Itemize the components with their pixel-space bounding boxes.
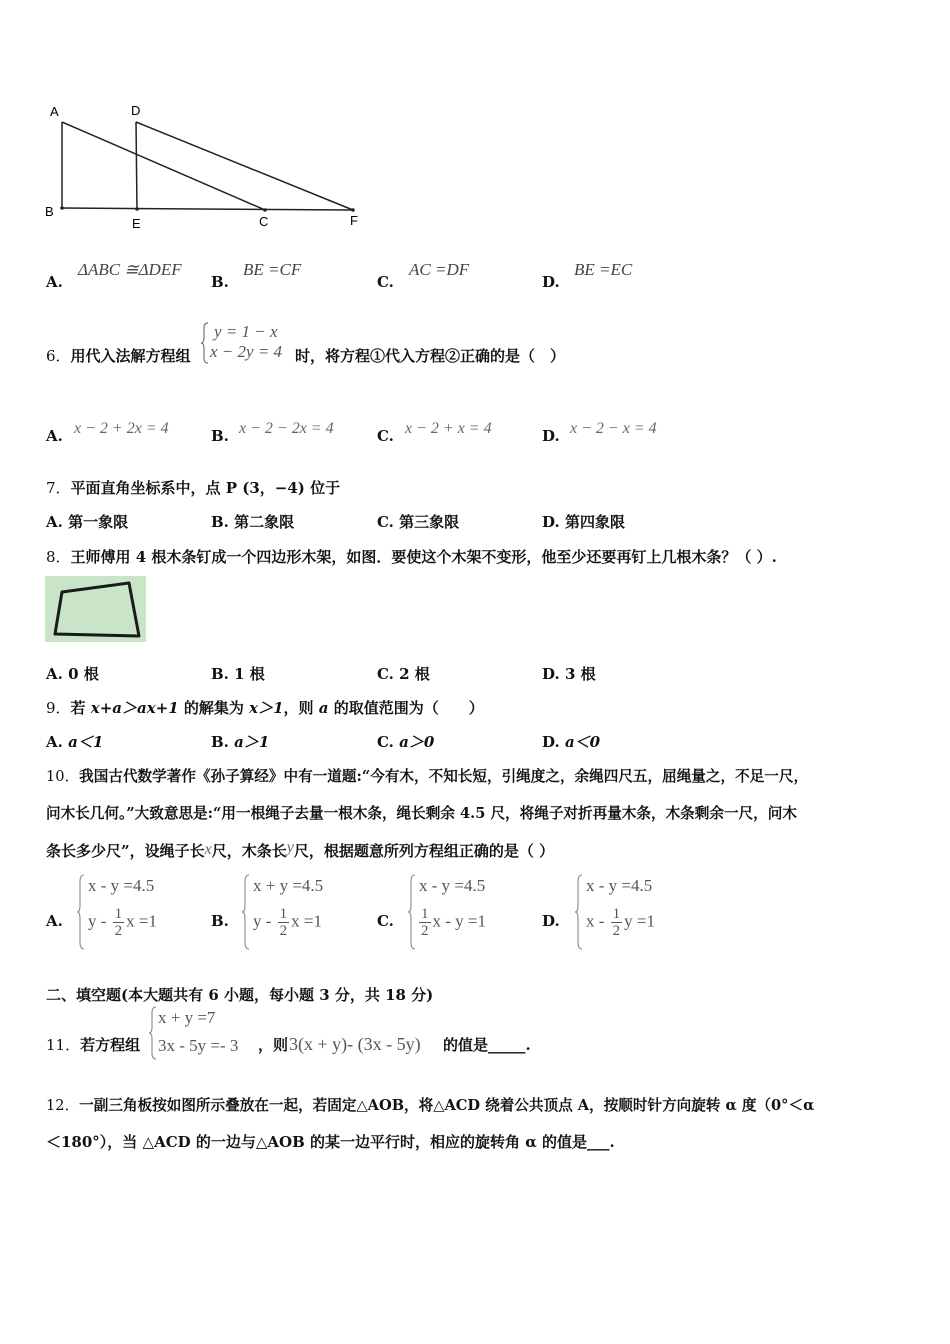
system-row-1: x - y =4.5 (586, 876, 653, 895)
fraction-denominator: 2 (421, 923, 429, 939)
left-brace-icon (407, 874, 417, 950)
q10-option-d-system (574, 874, 684, 952)
q8-option-b[interactable] (211, 663, 265, 684)
q11-number: 11． (46, 1036, 81, 1054)
option-text: 1 根 (234, 665, 265, 683)
q12-line2: ＜180°），当 △ACD 的一边与△AOB 的某一边平行时，相应的旋转角 α 的值是___. (46, 1133, 615, 1151)
q8-option-c[interactable] (377, 663, 430, 684)
q5-option-b-expr: BE =CF (243, 260, 302, 279)
q5-option-a-expr: ΔABC ≅ΔDEF (78, 260, 182, 279)
q10-option-a-system (76, 874, 186, 952)
section-2-title: 二、填空题(本大题共有 6 小题，每小题 3 分，共 18 分) (46, 986, 434, 1004)
q6-option-d[interactable] (542, 427, 560, 445)
option-letter: A. (46, 273, 63, 291)
q9-option-c[interactable] (377, 731, 434, 752)
segment-de (136, 122, 137, 210)
q12-line1 (46, 1094, 814, 1115)
q10-text-line3b: 尺，木条长 (211, 842, 287, 860)
fraction-denominator: 2 (279, 923, 288, 939)
q7-text: 平面直角坐标系中，点 P (3，−4) 位于 (70, 479, 341, 497)
option-expr: a＜0 (564, 733, 601, 751)
option-letter: C. (377, 665, 394, 683)
q7-option-a[interactable] (46, 511, 128, 532)
option-letter: D. (542, 733, 560, 751)
point-c (263, 208, 267, 212)
q10-text-line1: 我国古代数学著作《孙子算经》中有一道题:“今有木，不知长短，引绳度之，余绳四尺五，屈绳量之，不足一尺， (79, 768, 809, 785)
label-a: A (50, 104, 59, 119)
q5-option-d-expr: BE =EC (574, 260, 633, 279)
q10-text-line3c: 尺，根据题意所列方程组正确的是（ ） (293, 842, 555, 860)
fraction-denominator: 2 (114, 923, 123, 939)
option-letter: D. (542, 427, 560, 445)
q6-eq2: x − 2y = 4 (210, 342, 283, 361)
q9-text-b: 的解集为 (178, 699, 250, 717)
q10-line2: 问木长几何。”大致意思是:“用一根绳子去量一根木条，绳长剩余 4.5 尺，将绳子对折再量木条，木条剩余一尺，问木 (46, 805, 797, 822)
quadrilateral-frame-figure (45, 576, 146, 642)
label-f: F (350, 213, 358, 228)
q11-text-after: 的值是_____. (443, 1036, 531, 1054)
option-letter: A. (46, 513, 63, 531)
system-row-2 (88, 906, 157, 939)
label-c: C (259, 214, 269, 229)
option-letter: A. (46, 733, 63, 751)
option-letter: B. (211, 273, 229, 291)
row-suffix: y =1 (624, 911, 656, 931)
left-brace-icon (241, 874, 251, 950)
q10-option-c[interactable] (377, 912, 394, 930)
q8-option-d[interactable] (542, 663, 596, 684)
option-text: 第一象限 (68, 513, 129, 531)
segment-bf (62, 208, 353, 210)
option-text: 第三象限 (399, 513, 460, 531)
q11-text-before: 若方程组 (80, 1036, 141, 1054)
q9-stem (46, 697, 484, 718)
q5-option-c-expr: AC =DF (409, 260, 470, 279)
q6-eq1: y = 1 − x (214, 322, 278, 341)
system-row-2 (253, 906, 322, 939)
q5-option-a[interactable] (46, 273, 63, 291)
option-letter: C. (377, 427, 394, 445)
q8-option-a[interactable] (46, 663, 99, 684)
q6-option-d-expr: x − 2 − x = 4 (570, 420, 657, 437)
option-letter: C. (377, 733, 394, 751)
q10-x-variable: x (204, 841, 212, 858)
q9-text-c: ，则 (283, 699, 319, 717)
q9-option-b[interactable] (211, 731, 269, 752)
option-letter: D. (542, 665, 560, 683)
q7-number: 7． (46, 479, 71, 497)
q10-number: 10． (46, 768, 80, 785)
option-text: 2 根 (399, 665, 430, 683)
q6-option-c-expr: x − 2 + x = 4 (405, 420, 492, 437)
option-letter: B. (211, 665, 229, 683)
option-letter: B. (211, 513, 229, 531)
q6-text-before: 用代入法解方程组 (70, 347, 191, 365)
q6-text-after: 时，将方程①代入方程②正确的是（ ） (295, 347, 566, 365)
q10-option-b-system (241, 874, 351, 952)
q11-expression: 3(x + y)- (3x - 5y) (289, 1034, 421, 1054)
q12-number: 12． (46, 1097, 80, 1114)
q10-line3 (46, 840, 554, 861)
q9-variable: a (318, 699, 329, 717)
q9-text-d: 的取值范围为（ ） (328, 699, 484, 717)
q8-stem (46, 546, 777, 567)
q9-inequality: x+a＞ax+1 (90, 699, 179, 717)
q8-number: 8． (46, 548, 71, 566)
q6-option-a[interactable] (46, 427, 63, 445)
row-prefix: y - (253, 911, 276, 931)
row-suffix: x - y =1 (432, 911, 486, 931)
q10-option-d[interactable] (542, 912, 560, 930)
q9-solution: x＞1 (249, 699, 284, 717)
option-expr: a＞0 (399, 733, 435, 751)
option-letter: D. (542, 513, 560, 531)
label-d: D (131, 103, 141, 118)
option-letter: D. (542, 273, 560, 291)
q11-stem-before (46, 1034, 140, 1055)
point-e (135, 207, 139, 211)
option-text: 0 根 (68, 665, 99, 683)
q6-stem (46, 345, 191, 366)
q11-text-mid: ，则 (258, 1036, 289, 1054)
left-brace-icon (148, 1006, 158, 1060)
q7-option-b[interactable] (211, 511, 294, 532)
q9-text-a: 若 (70, 699, 91, 717)
q6-option-c[interactable] (377, 427, 394, 445)
fraction-one-half (278, 906, 290, 939)
option-text: 第四象限 (564, 513, 625, 531)
q10-y-variable: y (286, 839, 294, 856)
q5-option-d[interactable] (542, 273, 560, 291)
option-expr: a＜1 (68, 733, 104, 751)
label-b: B (45, 204, 54, 219)
q9-number: 9． (46, 699, 71, 717)
q10-text-line3a: 条长多少尺”，设绳子长 (46, 842, 205, 860)
option-letter: C. (377, 273, 394, 291)
option-letter: A. (46, 665, 63, 683)
option-letter: B. (211, 912, 229, 930)
row-prefix: x - (586, 911, 609, 931)
option-letter: C. (377, 912, 394, 930)
q6-option-b[interactable] (211, 427, 229, 445)
option-text: 3 根 (564, 665, 596, 683)
q6-option-a-expr: x − 2 + 2x = 4 (74, 420, 169, 437)
fraction-one-half (611, 906, 623, 939)
option-letter: C. (377, 513, 394, 531)
q5-option-c[interactable] (377, 273, 394, 291)
option-text: 第二象限 (234, 513, 295, 531)
option-letter: B. (211, 733, 229, 751)
q7-option-d[interactable] (542, 511, 625, 532)
q9-option-a[interactable] (46, 731, 103, 752)
q10-option-c-system (407, 874, 517, 952)
q6-equation-system (200, 322, 295, 366)
q7-stem (46, 477, 340, 498)
option-letter: B. (211, 427, 229, 445)
option-letter: A. (46, 912, 63, 930)
segment-df (136, 122, 353, 210)
system-row-1: x - y =4.5 (88, 876, 155, 895)
row-suffix: x =1 (291, 911, 323, 931)
fraction-numerator: 1 (421, 906, 429, 922)
triangles-figure (40, 98, 370, 233)
q6-option-b-expr: x − 2 − 2x = 4 (239, 420, 334, 437)
point-f (351, 208, 355, 212)
left-brace-icon (574, 874, 584, 950)
system-row-1: x - y =4.5 (419, 876, 486, 895)
q5-option-b[interactable] (211, 273, 229, 291)
fraction-one-half (113, 906, 125, 939)
row-suffix: x =1 (126, 911, 158, 931)
fraction-numerator: 1 (612, 906, 621, 922)
system-row-1: x + y =4.5 (253, 876, 324, 895)
fraction-numerator: 1 (279, 906, 288, 922)
fraction-denominator: 2 (612, 923, 621, 939)
left-brace-icon (76, 874, 86, 950)
q7-option-c[interactable] (377, 511, 459, 532)
q6-number: 6． (46, 347, 71, 365)
q8-text: 王师傅用 4 根木条钉成一个四边形木架，如图．要使这个木架不变形，他至少还要再钉上几根木条？（ ）. (70, 548, 777, 566)
point-b (60, 206, 64, 210)
q9-option-d[interactable] (542, 731, 600, 752)
q11-eq2: 3x - 5y =- 3 (158, 1036, 239, 1055)
q10-line1 (46, 765, 808, 786)
system-row-2 (586, 906, 655, 939)
fraction-numerator: 1 (114, 906, 123, 922)
option-letter: D. (542, 912, 560, 930)
left-brace-icon (200, 322, 210, 364)
segment-ac (62, 122, 265, 210)
fraction-one-half (419, 906, 431, 939)
option-letter: A. (46, 427, 63, 445)
q11-eq1: x + y =7 (158, 1008, 216, 1027)
option-expr: a＞1 (234, 733, 270, 751)
label-e: E (132, 216, 141, 231)
q10-option-b[interactable] (211, 912, 229, 930)
system-row-2 (417, 906, 486, 939)
q10-option-a[interactable] (46, 912, 63, 930)
row-prefix: y - (88, 911, 111, 931)
q12-text-line1: 一副三角板按如图所示叠放在一起，若固定△AOB，将△ACD 绕着公共顶点 A，按顺时针方向旋转 α 度（0°＜α (79, 1097, 815, 1114)
q11-equation-system (148, 1006, 260, 1062)
